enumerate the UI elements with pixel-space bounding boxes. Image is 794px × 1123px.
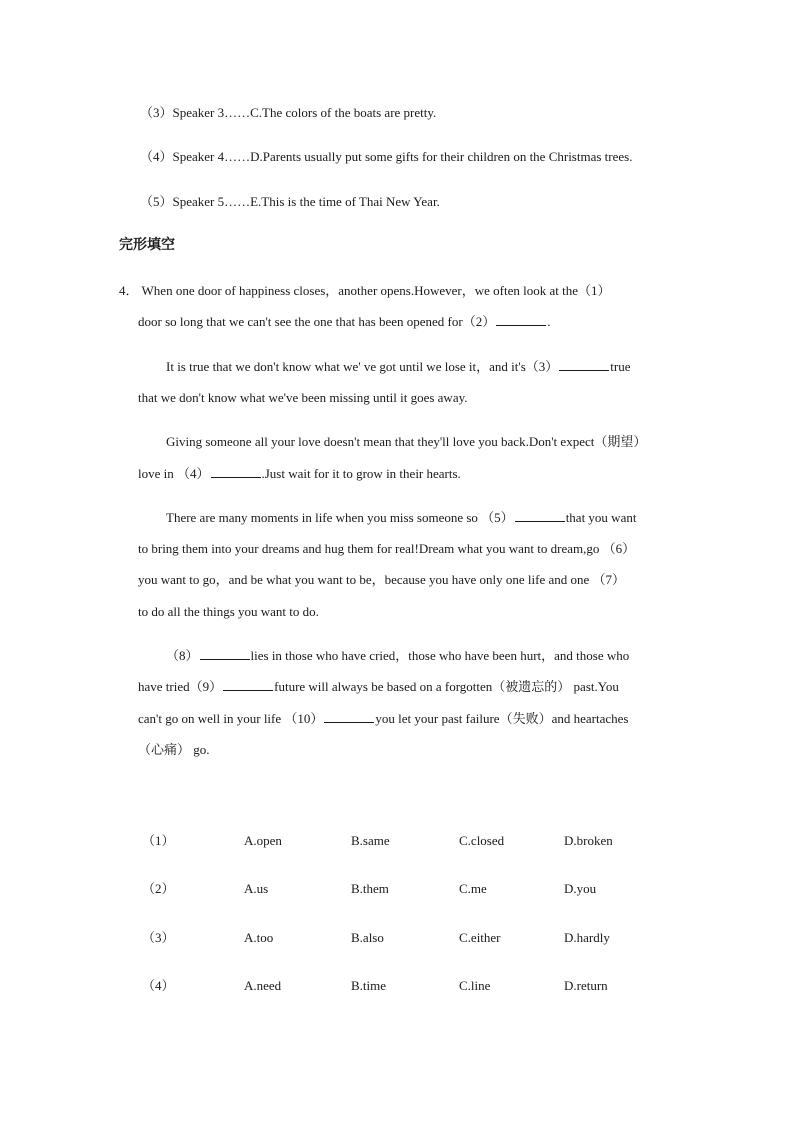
passage-line [166, 358, 631, 376]
speaker-line: （4）Speaker 4……D.Parents usually put some gifts for their children on the Christmas trees. [140, 149, 633, 164]
passage-text: .Just wait for it to grow in their hearts. [261, 466, 461, 481]
option-c[interactable]: C.me [459, 881, 487, 896]
answer-blank[interactable] [515, 509, 565, 522]
passage-line [138, 465, 461, 483]
option-d[interactable]: D.hardly [564, 930, 610, 945]
answer-blank[interactable] [200, 647, 250, 660]
option-a[interactable]: A.us [244, 881, 269, 896]
option-b[interactable]: B.also [351, 930, 384, 945]
option-d[interactable]: D.return [564, 978, 608, 993]
passage-text: love in （4） [138, 466, 210, 481]
option-b[interactable]: B.time [351, 978, 387, 993]
option-a[interactable]: A.need [244, 978, 282, 993]
passage-text: have tried（9） [138, 679, 223, 694]
answer-blank[interactable] [496, 313, 546, 326]
question-number: 4． [119, 283, 139, 298]
passage-line: to do all the things you want to do. [138, 604, 319, 619]
option-number: （2） [142, 881, 175, 896]
passage-text: When one door of happiness closes，another opens.However，we often look at the（1） [141, 283, 611, 298]
option-c[interactable]: C.either [459, 930, 501, 945]
option-b[interactable]: B.them [351, 881, 389, 896]
passage-text: true [610, 359, 631, 374]
passage-line [138, 678, 619, 696]
option-a[interactable]: A.open [244, 833, 282, 848]
option-d[interactable]: D.you [564, 881, 597, 896]
option-number: （1） [142, 833, 175, 848]
passage-line: you want to go，and be what you want to be，because you have only one life and one （7） [138, 572, 626, 587]
passage-text: lies in those who have cried，those who have been hurt，and those who [250, 648, 630, 663]
answer-blank[interactable] [223, 678, 273, 691]
speaker-line: （3）Speaker 3……C.The colors of the boats are pretty. [140, 105, 437, 120]
answer-blank[interactable] [559, 358, 609, 371]
option-c[interactable]: C.line [459, 978, 491, 993]
section-title: 完形填空 [119, 237, 175, 253]
passage-line: that we don't know what we've been missing until it goes away. [138, 390, 468, 405]
passage-text: that you want [565, 510, 637, 525]
passage-line: Giving someone all your love doesn't mean that they'll love you back.Don't expect（期望） [166, 434, 647, 449]
passage-line [166, 509, 636, 527]
passage-text: can't go on well in your life （10） [138, 711, 324, 726]
option-c[interactable]: C.closed [459, 833, 505, 848]
passage-line: to bring them into your dreams and hug them for real!Dream what you want to dream,go （6） [138, 541, 636, 556]
passage-line [119, 282, 611, 300]
passage-line: （心痛） go. [138, 742, 210, 757]
option-d[interactable]: D.broken [564, 833, 613, 848]
speaker-line: （5）Speaker 5……E.This is the time of Thai New Year. [140, 194, 440, 209]
option-b[interactable]: B.same [351, 833, 390, 848]
passage-text: you let your past failure（失败）and heartaches [375, 711, 629, 726]
passage-line [138, 313, 550, 331]
passage-text: . [547, 314, 551, 329]
option-a[interactable]: A.too [244, 930, 274, 945]
passage-text: door so long that we can't see the one that has been opened for（2） [138, 314, 496, 329]
option-number: （3） [142, 930, 175, 945]
answer-blank[interactable] [211, 465, 261, 478]
passage-line [138, 710, 628, 728]
passage-line [166, 647, 629, 665]
passage-text: There are many moments in life when you miss someone so （5） [166, 510, 514, 525]
passage-text: （8） [166, 648, 199, 663]
option-number: （4） [142, 978, 175, 993]
answer-blank[interactable] [324, 710, 374, 723]
passage-text: It is true that we don't know what we' ve got until we lose it，and it's（3） [166, 359, 559, 374]
passage-text: future will always be based on a forgotten（被遗忘的） past.You [274, 679, 619, 694]
